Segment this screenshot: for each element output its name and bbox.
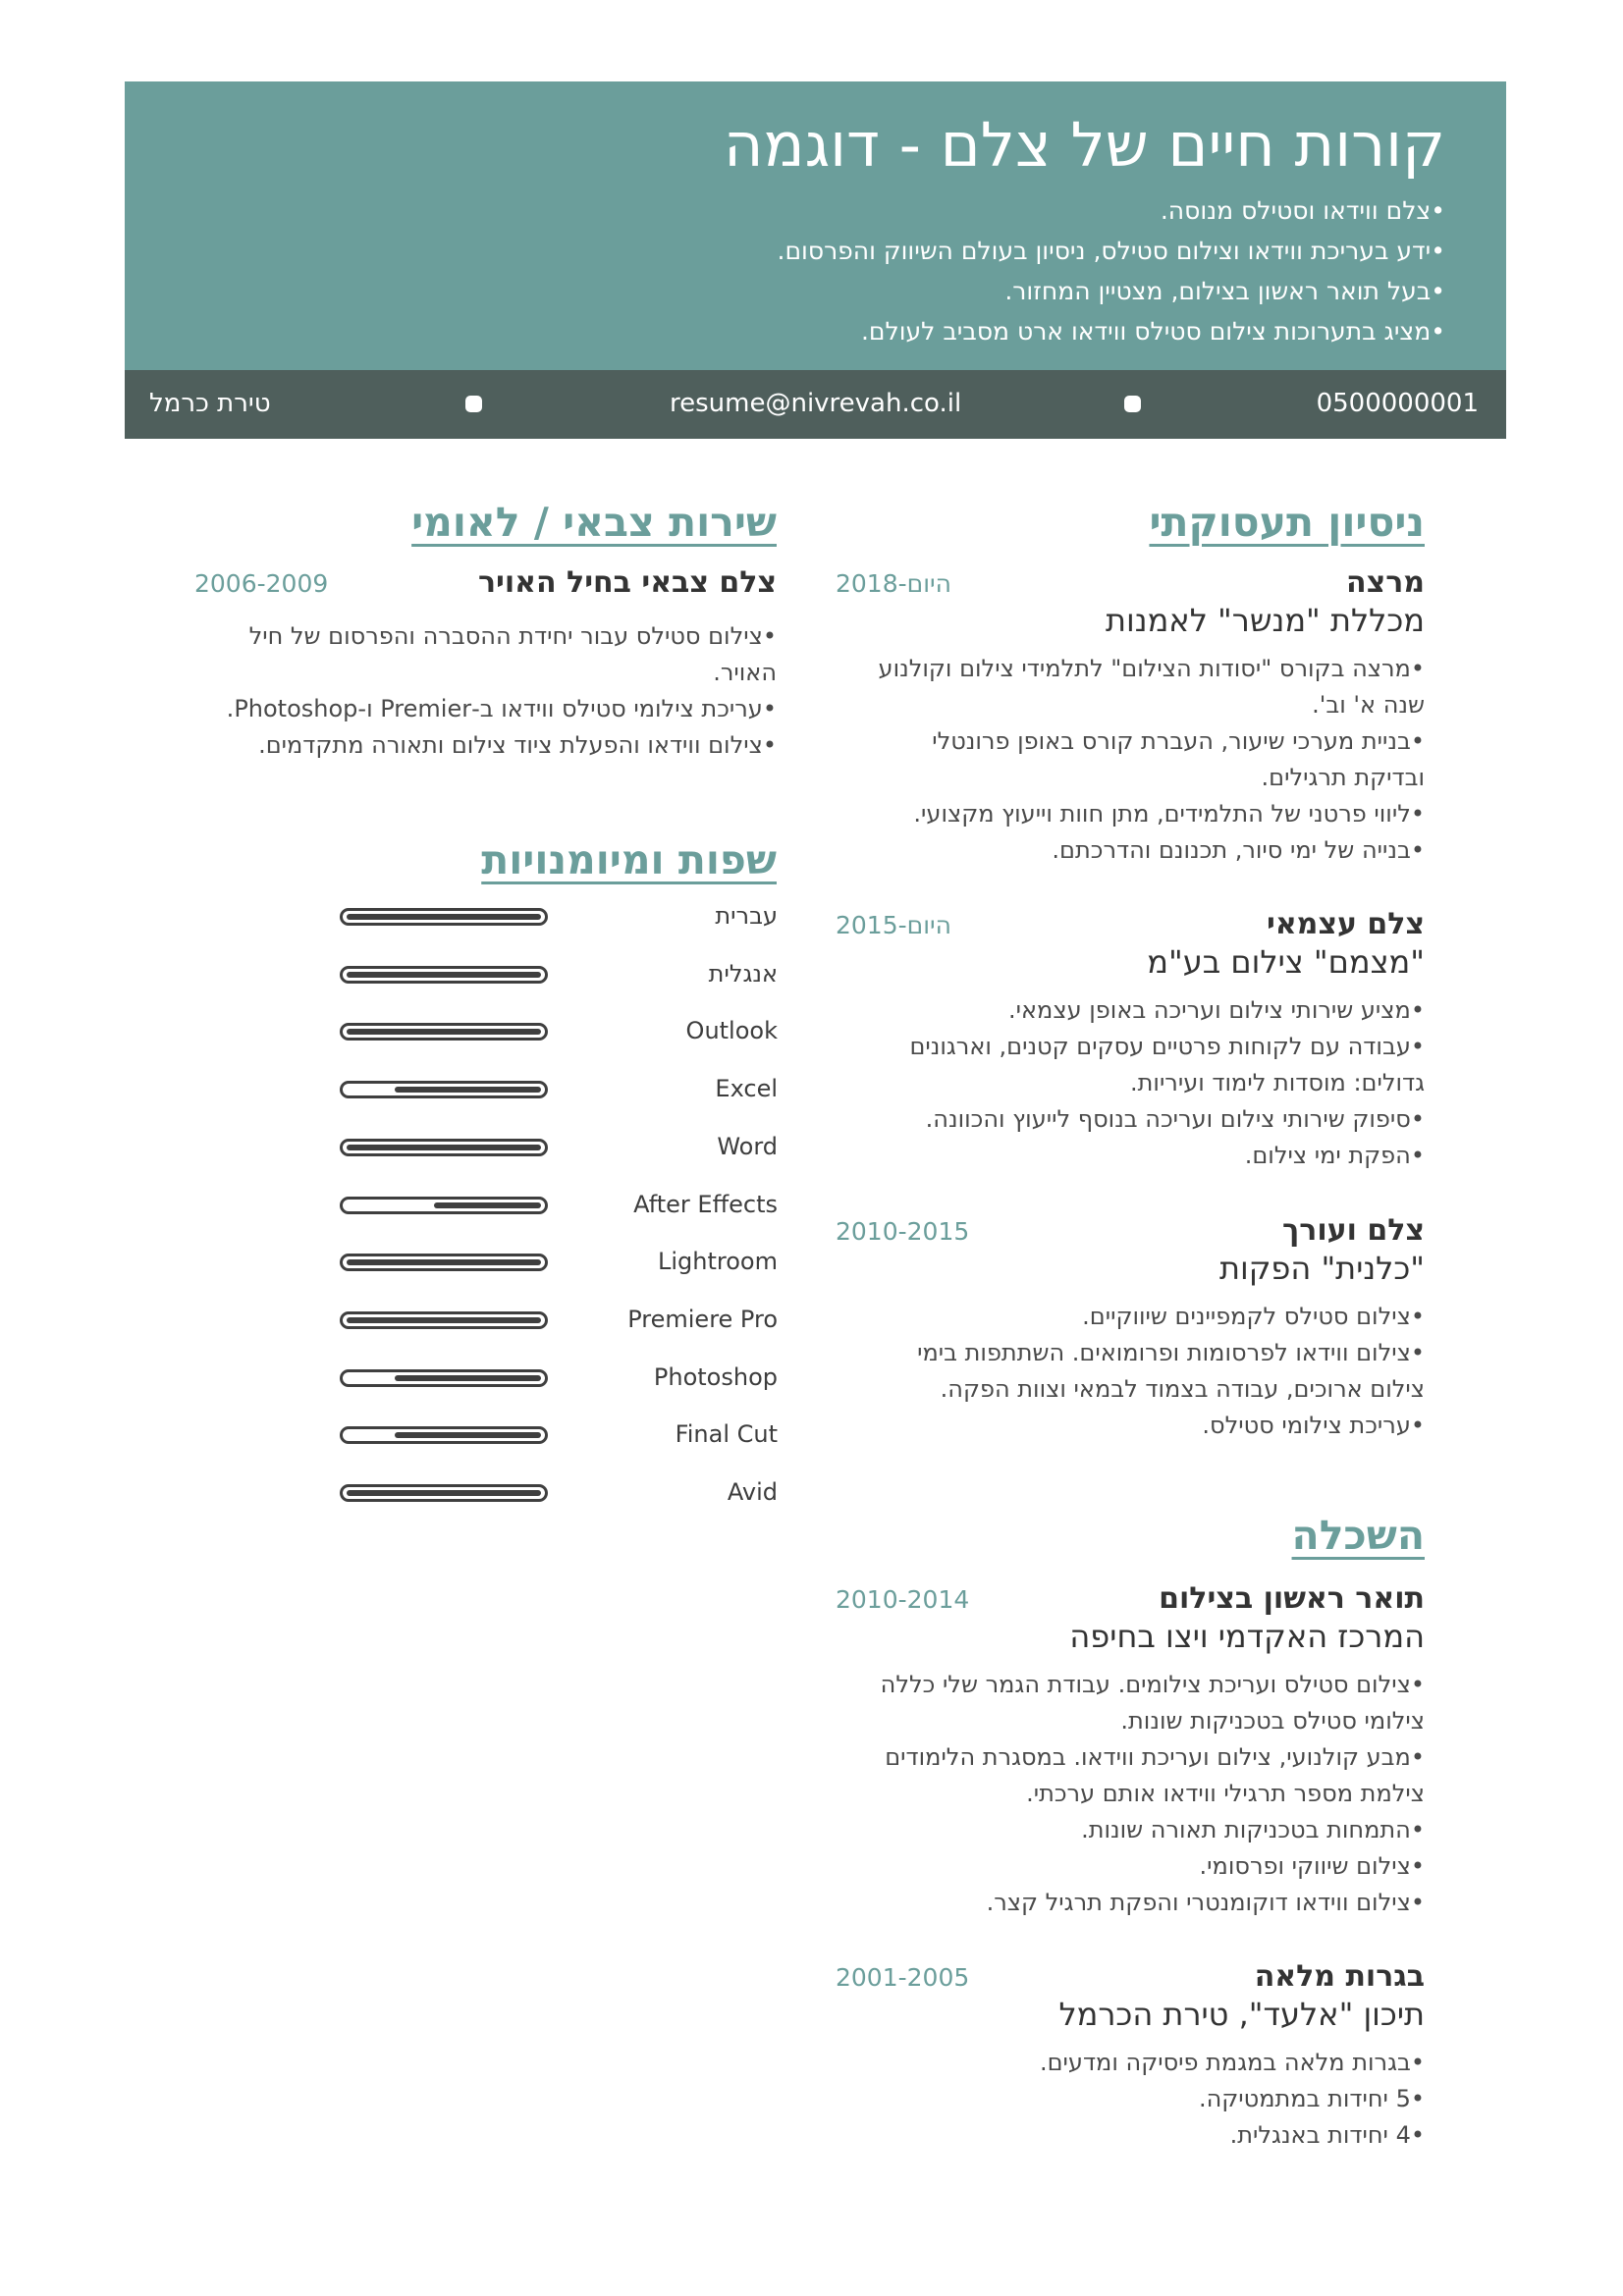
skill-row <box>334 1472 778 1512</box>
entry-org: המרכז האקדמי ויצו בחיפה <box>1069 1618 1425 1655</box>
bullet-item: • עריכת צילומי סטילס. <box>875 1408 1425 1444</box>
bullet-item: • הפקת ימי צילום. <box>875 1138 1425 1174</box>
skill-name: Excel <box>715 1075 778 1103</box>
skill-level-bar <box>340 1254 548 1271</box>
skill-row <box>334 1069 778 1108</box>
skill-row <box>334 1185 778 1224</box>
contact-location: טירת כרמל <box>149 389 271 418</box>
skill-level-bar <box>340 1023 548 1041</box>
skill-row <box>334 1358 778 1397</box>
bullet-item: • מציע שירותי צילום ועריכה באופן עצמאי. <box>875 992 1425 1029</box>
skill-name: After Effects <box>633 1190 778 1218</box>
bullet-item: • עריכת צילומי סטילס ווידאו ב-Premier ו-Photoshop. <box>207 691 777 727</box>
bullet-item: • התמחות בטכניקות תאורה שונות. <box>845 1812 1425 1848</box>
entry-period: 2010-2015 <box>836 1217 970 1246</box>
entry-bullets <box>875 1299 1425 1444</box>
section-title-military: שירות צבאי / לאומי <box>411 499 777 546</box>
skill-row <box>334 954 778 993</box>
separator-dot-icon <box>1124 396 1141 412</box>
skill-name: Lightroom <box>658 1248 778 1276</box>
entry-role: תואר ראשון בצילום <box>1159 1581 1425 1616</box>
entry-role: מרצה <box>1346 565 1425 600</box>
summary-list <box>778 190 1446 351</box>
bullet-item: • צילום סטילס ועריכת צילומים. עבודת הגמר שלי כללה צילומי סטילס בטכניקות שונות. <box>845 1667 1425 1739</box>
entry-role: בגרות מלאה <box>1254 1959 1425 1994</box>
skill-row <box>334 1011 778 1050</box>
skill-level-fill <box>395 1375 541 1381</box>
contact-email[interactable]: resume@nivrevah.co.il <box>670 389 962 418</box>
entry-period: 2001-2005 <box>836 1963 970 1992</box>
entry-bullets <box>207 618 777 764</box>
bullet-item: • בגרות מלאה במגמת פיסיקה ומדעים. <box>855 2045 1425 2081</box>
skill-level-fill <box>347 1490 541 1496</box>
bullet-item: • עבודה עם לקוחות פרטיים עסקים קטנים, וארגונים גדולים: מוסדות לימוד ועיריות. <box>875 1029 1425 1101</box>
entry-bullets <box>875 992 1425 1174</box>
summary-item: • ידע בעריכת ווידאו וצילום סטילס, ניסיון בעולם השיווק והפרסום. <box>778 231 1446 271</box>
skill-name: אנגלית <box>708 959 778 988</box>
entry-period: 2018-היום <box>836 569 951 598</box>
skill-level-bar <box>340 1369 548 1387</box>
section-title-experience: ניסיון תעסוקתי <box>1149 499 1425 546</box>
section-title-skills: שפות ומיומנויות <box>481 836 777 883</box>
skill-name: Outlook <box>685 1017 778 1045</box>
entry-org: "מצמם" צילום בע"מ <box>1147 943 1425 981</box>
skill-name: Photoshop <box>653 1362 778 1391</box>
skill-level-fill <box>347 1145 541 1150</box>
experience-entry <box>836 1213 1425 1449</box>
skill-level-fill <box>347 972 541 978</box>
skill-level-fill <box>395 1087 541 1093</box>
skill-level-fill <box>395 1432 541 1438</box>
entry-bullets <box>845 1667 1425 1921</box>
bullet-item: • צילום ווידאו לפרסומות ופרומואים. השתתפות בימי צילום ארוכים, עבודה בצמוד לבמאי וצוות הפקה. <box>875 1335 1425 1408</box>
skill-level-bar <box>340 1311 548 1329</box>
skill-level-bar <box>340 1081 548 1098</box>
skill-level-fill <box>347 1029 541 1035</box>
bullet-item: • בנייה של ימי סיור, תכנונם והדרכתם. <box>855 832 1425 869</box>
section-title-education: השכלה <box>1291 1512 1425 1559</box>
skill-level-bar <box>340 1426 548 1444</box>
bullet-item: • מרצה בקורס "יסודות הצילום" לתלמידי צילום וקולנוע שנה א' וב'. <box>855 651 1425 723</box>
skill-level-bar <box>340 1197 548 1214</box>
summary-item: • בעל תואר ראשון בצילום, מצטיין המחזור. <box>778 271 1446 311</box>
skill-level-bar <box>340 908 548 926</box>
military-entry <box>188 565 777 781</box>
skill-row <box>334 1415 778 1454</box>
bullet-item: • ליווי פרטני של התלמידים, מתן חוות וייעוץ מקצועי. <box>855 796 1425 832</box>
skill-row <box>334 1127 778 1166</box>
entry-role: צלם עצמאי <box>1266 907 1425 941</box>
entry-role: צלם ועורך <box>1281 1213 1425 1248</box>
bullet-item: • צילום ווידאו דוקומנטרי והפקת תרגיל קצר. <box>845 1885 1425 1921</box>
skill-level-fill <box>434 1202 541 1208</box>
entry-org: מכללת "מנשר" לאמנות <box>1106 602 1425 639</box>
bullet-item: • צילום סטילס עבור יחידת ההסברה והפרסום של חיל האויר. <box>207 618 777 691</box>
bullet-item: • סיפוק שירותי צילום ועריכה בנוסף לייעוץ והכוונה. <box>875 1101 1425 1138</box>
skill-name: Avid <box>727 1478 778 1506</box>
skill-row <box>334 896 778 935</box>
bullet-item: • מבע קולנועי, צילום ועריכת ווידאו. במסגרת הלימודים צילמת מספר תרגילי ווידאו אותם ערכתי. <box>845 1739 1425 1812</box>
skill-row <box>334 1242 778 1281</box>
resume-header <box>125 81 1506 370</box>
entry-period: 2006-2009 <box>194 569 329 598</box>
entry-bullets <box>855 2045 1425 2154</box>
entry-period: 2010-2014 <box>836 1585 970 1614</box>
experience-entry <box>836 565 1425 880</box>
bullet-item: • 5 יחידות במתמטיקה. <box>855 2081 1425 2117</box>
entry-org: תיכון "אלעד", טירת הכרמל <box>1058 1996 1425 2033</box>
separator-dot-icon <box>465 396 482 412</box>
entry-org: "כלנית" הפקות <box>1218 1250 1425 1287</box>
entry-role: צלם צבאי בחיל האויר <box>477 565 777 600</box>
entry-period: 2015-היום <box>836 911 951 939</box>
skill-level-bar <box>340 1484 548 1502</box>
entry-bullets <box>855 651 1425 869</box>
bullet-item: • צילום סטילס לקמפיינים שיווקיים. <box>875 1299 1425 1335</box>
skill-level-bar <box>340 966 548 984</box>
contact-phone: 0500000001 <box>1316 389 1479 418</box>
summary-item: • צלם ווידאו וסטילס מנוסה. <box>778 190 1446 231</box>
skill-level-bar <box>340 1139 548 1156</box>
education-entry <box>836 1959 1425 2156</box>
bullet-item: • בניית מערכי שיעור, העברת קורס באופן פרונטלי ובדיקת תרגילים. <box>855 723 1425 796</box>
summary-item: • מציג בתערוכות צילום סטילס ווידאו ארט מסביב לעולם. <box>778 311 1446 351</box>
bullet-item: • צילום שיווקי ופרסומי. <box>845 1848 1425 1885</box>
skill-name: עברית <box>715 902 778 930</box>
experience-entry <box>836 907 1425 1182</box>
page-title: קורות חיים של צלם - דוגמה <box>723 109 1445 181</box>
education-entry <box>836 1581 1425 1915</box>
skill-name: Final Cut <box>675 1420 778 1449</box>
bullet-item: • צילום ווידאו והפעלת ציוד צילום ותאורה מתקדמים. <box>207 727 777 764</box>
skill-level-fill <box>347 1259 541 1265</box>
contact-bar <box>125 370 1506 439</box>
skill-row <box>334 1300 778 1339</box>
skill-name: Word <box>717 1132 778 1160</box>
skill-level-fill <box>347 914 541 920</box>
skill-name: Premiere Pro <box>627 1305 778 1333</box>
skill-level-fill <box>347 1317 541 1323</box>
bullet-item: • 4 יחידות באנגלית. <box>855 2117 1425 2154</box>
